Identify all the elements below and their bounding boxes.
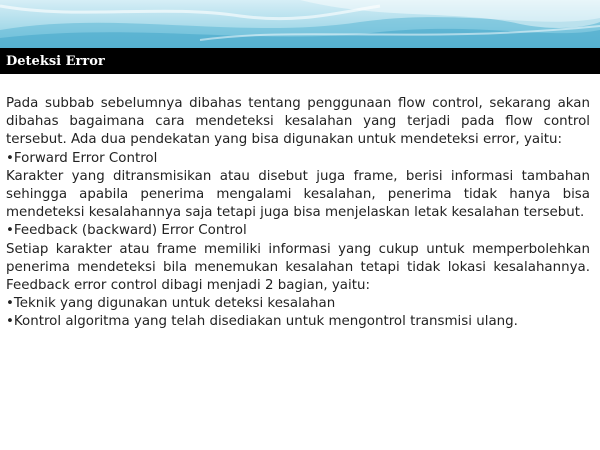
feedback-error-paragraph: Setiap karakter atau frame memiliki informasi yang cukup untuk memperbolehkan penerima mendeteksi bila menemukan kesalahan tetapi tidak lokasi kesalahannya. Feedback error control dibagi menjadi 2 bagian, yaitu: [6,241,590,294]
intro-paragraph: Pada subbab sebelumnya dibahas tentang penggunaan flow control, sekarang akan dibahas bagaimana cara mendeteksi kesalahan yang terjadi pada flow control tersebut. Ada dua pendekatan yang bisa digunakan untuk mendeteksi error, yaitu: [6,96,590,148]
bullet-text: Kontrol algoritma yang telah disediakan untuk mengontrol transmisi ulang. [13,314,518,330]
title-bar [0,48,600,74]
bullet-forward-error-control [6,150,590,168]
wave-graphic [0,0,600,48]
slide-body [6,95,590,332]
bullet-text: Feedback (backward) Error Control [13,223,247,239]
bullet-text: Forward Error Control [13,150,158,166]
bullet-detection-technique [6,295,590,313]
bullet-control-algorithm [6,313,590,331]
bullet-feedback-error-control [6,222,590,240]
decorative-wave-band [0,0,600,48]
forward-error-paragraph: Karakter yang ditransmisikan atau disebut juga frame, berisi informasi tambahan sehingga apabila penerima mengalami kesalahan, penerima tidak hanya bisa mendeteksi kesalahannya saja tetapi juga bisa menjelaskan letak kesalahan tersebut. [6,168,590,221]
bullet-text: Teknik yang digunakan untuk deteksi kesalahan [13,296,336,312]
slide-title: Deteksi Error [6,53,105,69]
